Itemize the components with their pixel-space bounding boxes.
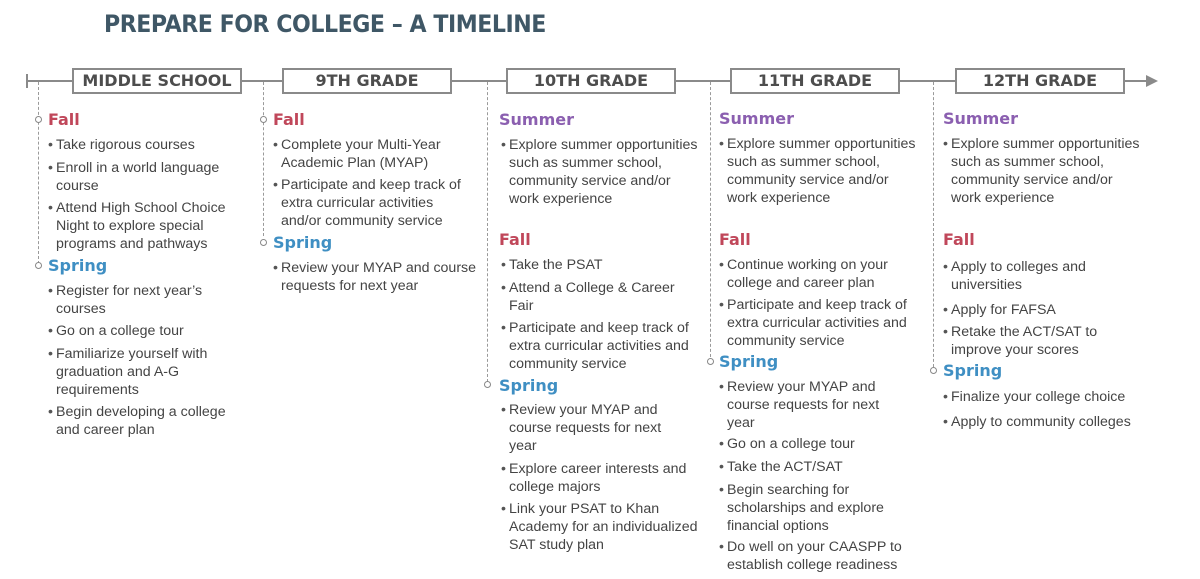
season-marker-icon [260, 239, 267, 246]
list-item: • Participate and keep track of extra curricular activities and community service [719, 297, 907, 349]
list-item: • Apply to community colleges [943, 414, 1131, 430]
list-item: • Go on a college tour [719, 436, 855, 452]
season-fall: Fall [48, 110, 80, 129]
season-marker-icon [35, 116, 42, 123]
list-item: • Complete your Multi-Year Academic Plan (MYAP) [273, 137, 441, 171]
page-title: PREPARE FOR COLLEGE – A TIMELINE [104, 10, 546, 38]
list-item: • Explore summer opportunities such as summer school, community service and/or work experience [501, 137, 698, 207]
timeline-arrow-icon [1146, 75, 1158, 87]
list-item: • Enroll in a world language course [48, 160, 220, 194]
stage-middle-school: MIDDLE SCHOOL [72, 68, 242, 94]
list-item: • Explore summer opportunities such as summer school, community service and/or work experience [943, 136, 1140, 206]
connector-10th [487, 82, 488, 382]
season-fall: Fall [273, 110, 305, 129]
list-item: • Continue working on your college and career plan [719, 257, 888, 291]
stage-12th-grade: 12TH GRADE [955, 68, 1125, 94]
list-item: • Begin searching for scholarships and explore financial options [719, 482, 884, 534]
list-item: • Attend High School Choice Night to explore special programs and pathways [48, 200, 226, 252]
connector-middle [38, 82, 39, 264]
list-item: • Attend a College & Career Fair [501, 280, 675, 314]
stage-9th-grade: 9TH GRADE [282, 68, 452, 94]
list-item: • Apply for FAFSA [943, 302, 1056, 318]
list-item: • Take the PSAT [501, 257, 603, 273]
list-item: • Explore summer opportunities such as summer school, community service and/or work experience [719, 136, 916, 206]
season-fall: Fall [499, 230, 531, 249]
season-spring: Spring [719, 352, 779, 371]
list-item: • Familiarize yourself with graduation and A-G requirements [48, 346, 208, 398]
connector-12th [933, 82, 934, 372]
season-spring: Spring [273, 233, 333, 252]
season-spring: Spring [499, 376, 559, 395]
list-item: • Participate and keep track of extra curricular activities and community service [501, 320, 689, 372]
list-item: • Do well on your CAASPP to establish college readiness [719, 539, 902, 573]
list-item: • Explore career interests and college majors [501, 461, 687, 495]
stage-11th-grade: 11TH GRADE [730, 68, 900, 94]
season-summer: Summer [499, 110, 574, 129]
stage-10th-grade: 10TH GRADE [506, 68, 676, 94]
list-item: • Review your MYAP and course requests for next year [273, 260, 477, 294]
connector-9th [263, 82, 264, 236]
list-item: • Link your PSAT to Khan Academy for an individualized SAT study plan [501, 501, 698, 553]
season-marker-icon [930, 367, 937, 374]
list-item: • Take rigorous courses [48, 137, 195, 153]
list-item: • Finalize your college choice [943, 389, 1126, 405]
list-item: • Review your MYAP and course requests for next year [501, 402, 662, 454]
season-marker-icon [260, 116, 267, 123]
season-marker-icon [707, 358, 714, 365]
list-item: • Take the ACT/SAT [719, 459, 843, 475]
season-marker-icon [35, 262, 42, 269]
season-summer: Summer [943, 109, 1018, 128]
list-item: • Go on a college tour [48, 323, 184, 339]
list-item: • Apply to colleges and universities [943, 259, 1086, 293]
list-item: • Register for next year’s courses [48, 283, 203, 317]
list-item: • Retake the ACT/SAT to improve your scores [943, 324, 1098, 358]
list-item: • Begin developing a college and career plan [48, 404, 226, 438]
connector-11th [710, 82, 711, 362]
season-marker-icon [484, 381, 491, 388]
season-spring: Spring [48, 256, 108, 275]
season-spring: Spring [943, 361, 1003, 380]
season-fall: Fall [943, 230, 975, 249]
season-fall: Fall [719, 230, 751, 249]
list-item: • Participate and keep track of extra curricular activities and/or community service [273, 177, 461, 229]
list-item: • Review your MYAP and course requests for next year [719, 379, 880, 431]
season-summer: Summer [719, 109, 794, 128]
